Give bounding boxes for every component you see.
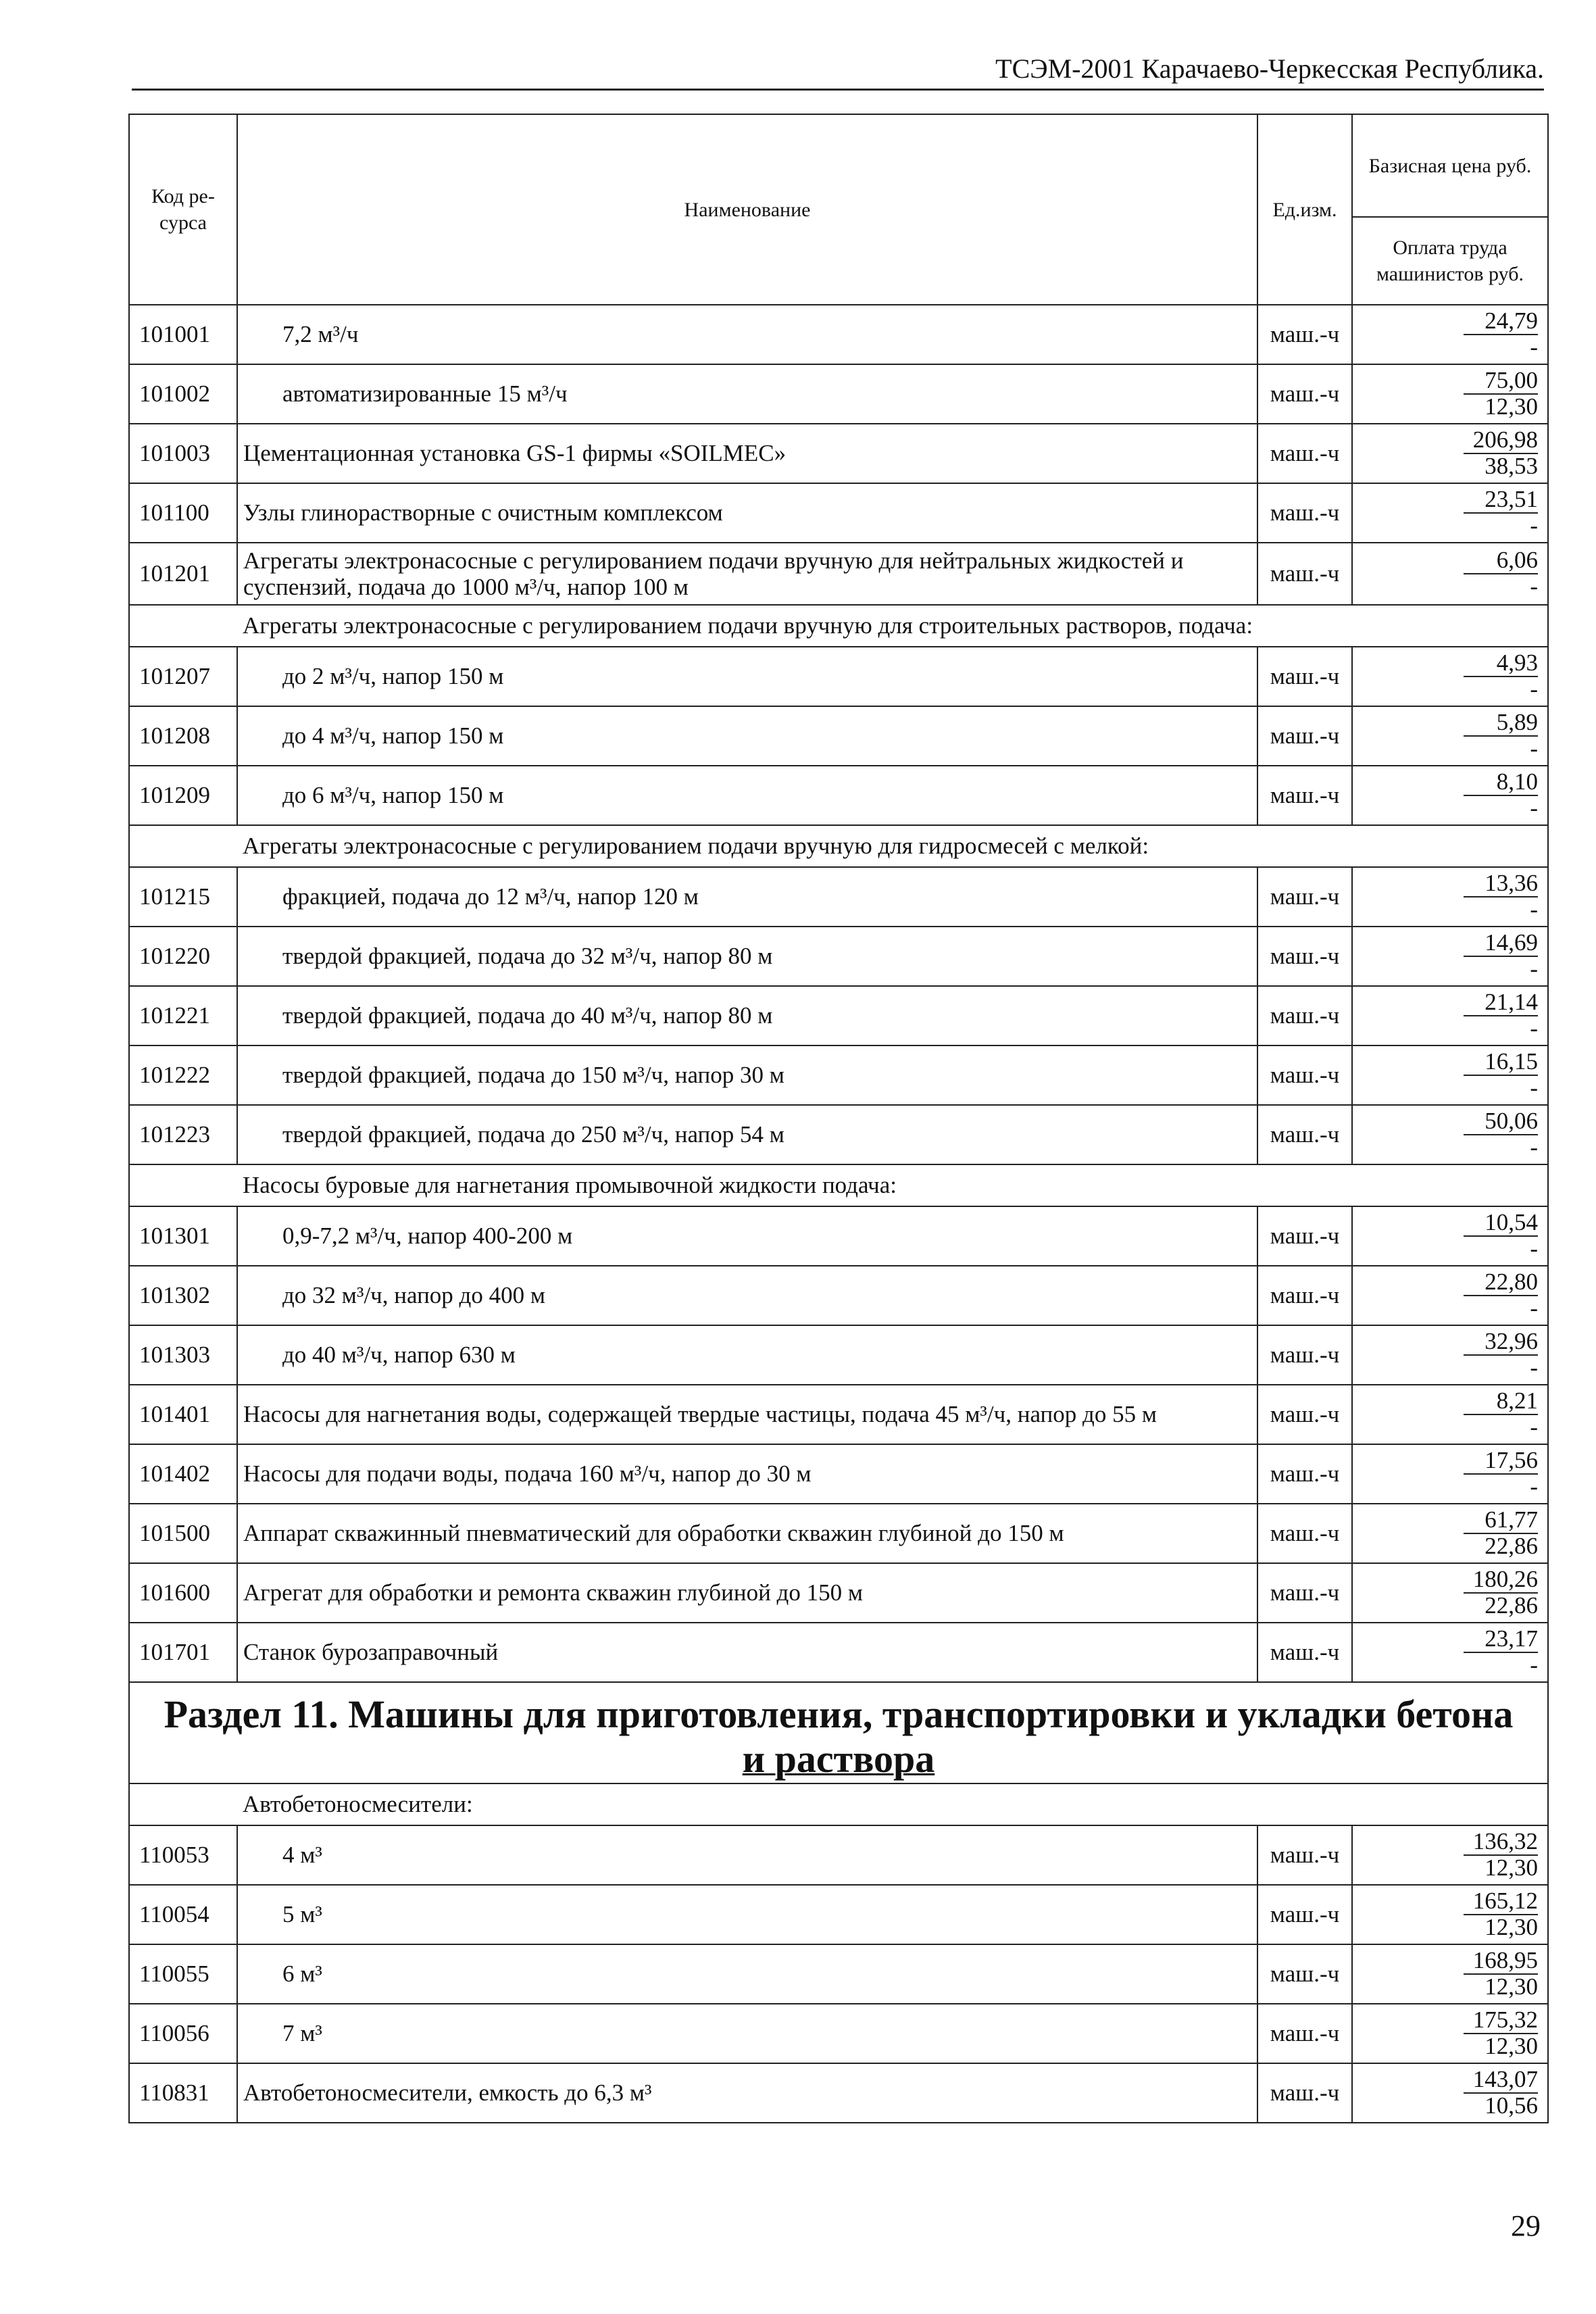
resource-code: 101301 bbox=[129, 1206, 237, 1266]
operator-wage: 12,30 bbox=[1485, 1854, 1538, 1881]
base-price: 23,51 bbox=[1464, 487, 1538, 514]
unit: маш.-ч bbox=[1257, 1623, 1352, 1682]
resource-code: 101701 bbox=[129, 1623, 237, 1682]
price-cell bbox=[1352, 986, 1548, 1045]
group-row bbox=[129, 1164, 1548, 1206]
price-cell bbox=[1352, 1325, 1548, 1385]
operator-wage: - bbox=[1530, 1295, 1538, 1321]
resource-name: до 6 м³/ч, напор 150 м bbox=[237, 766, 1257, 825]
operator-wage: 12,30 bbox=[1485, 1914, 1538, 1940]
resource-code: 101100 bbox=[129, 483, 237, 543]
base-price: 5,89 bbox=[1464, 710, 1538, 737]
table-row bbox=[129, 1266, 1548, 1325]
unit: маш.-ч bbox=[1257, 766, 1352, 825]
table-row bbox=[129, 305, 1548, 364]
unit: маш.-ч bbox=[1257, 1206, 1352, 1266]
operator-wage: 22,86 bbox=[1485, 1533, 1538, 1559]
resource-name: твердой фракцией, подача до 150 м³/ч, напор 30 м bbox=[237, 1045, 1257, 1105]
resource-code: 101402 bbox=[129, 1444, 237, 1504]
resource-code: 101221 bbox=[129, 986, 237, 1045]
base-price: 180,26 bbox=[1464, 1567, 1538, 1594]
base-price: 32,96 bbox=[1464, 1329, 1538, 1356]
unit: маш.-ч bbox=[1257, 424, 1352, 483]
resource-name: 0,9-7,2 м³/ч, напор 400-200 м bbox=[237, 1206, 1257, 1266]
resource-code: 101500 bbox=[129, 1504, 237, 1563]
base-price: 24,79 bbox=[1464, 309, 1538, 335]
resource-code: 101002 bbox=[129, 364, 237, 424]
table-row bbox=[129, 1325, 1548, 1385]
price-cell bbox=[1352, 1266, 1548, 1325]
table-row bbox=[129, 1206, 1548, 1266]
resource-code: 101208 bbox=[129, 706, 237, 766]
resource-name: твердой фракцией, подача до 250 м³/ч, напор 54 м bbox=[237, 1105, 1257, 1164]
resource-code: 101223 bbox=[129, 1105, 237, 1164]
table-row bbox=[129, 867, 1548, 927]
base-price: 8,21 bbox=[1464, 1389, 1538, 1415]
price-cell bbox=[1352, 1825, 1548, 1885]
resource-name: Аппарат скважинный пневматический для обработки скважин глубиной до 150 м bbox=[237, 1504, 1257, 1563]
base-price: 14,69 bbox=[1464, 931, 1538, 957]
resource-code: 101401 bbox=[129, 1385, 237, 1444]
resource-name: твердой фракцией, подача до 40 м³/ч, напор 80 м bbox=[237, 986, 1257, 1045]
base-price: 23,17 bbox=[1464, 1627, 1538, 1653]
base-price: 22,80 bbox=[1464, 1270, 1538, 1296]
base-price: 17,56 bbox=[1464, 1448, 1538, 1475]
table-row bbox=[129, 706, 1548, 766]
resource-code: 110055 bbox=[129, 1944, 237, 2004]
resource-name: до 2 м³/ч, напор 150 м bbox=[237, 647, 1257, 706]
price-cell bbox=[1352, 1385, 1548, 1444]
price-cell bbox=[1352, 867, 1548, 927]
base-price: 206,98 bbox=[1464, 428, 1538, 454]
price-cell bbox=[1352, 1623, 1548, 1682]
resource-name: твердой фракцией, подача до 32 м³/ч, напор 80 м bbox=[237, 927, 1257, 986]
section-title-line1: Раздел 11. Машины для приготовления, транспортировки и укладки бетона bbox=[164, 1692, 1514, 1736]
group-row bbox=[129, 1783, 1548, 1825]
resource-name: 5 м³ bbox=[237, 1885, 1257, 1944]
base-price: 61,77 bbox=[1464, 1508, 1538, 1534]
group-label: Агрегаты электронасосные с регулированием подачи вручную для гидросмесей с мелкой: bbox=[237, 825, 1548, 867]
base-price: 50,06 bbox=[1464, 1109, 1538, 1135]
base-price: 10,54 bbox=[1464, 1210, 1538, 1237]
price-cell bbox=[1352, 483, 1548, 543]
price-cell bbox=[1352, 1444, 1548, 1504]
base-price: 8,10 bbox=[1464, 770, 1538, 796]
operator-wage: - bbox=[1530, 1414, 1538, 1440]
operator-wage: - bbox=[1530, 334, 1538, 360]
table-row bbox=[129, 1825, 1548, 1885]
unit: маш.-ч bbox=[1257, 1266, 1352, 1325]
group-row bbox=[129, 825, 1548, 867]
resource-name: до 32 м³/ч, напор до 400 м bbox=[237, 1266, 1257, 1325]
price-cell bbox=[1352, 1206, 1548, 1266]
unit: маш.-ч bbox=[1257, 927, 1352, 986]
col-code-header: Код ре-сурса bbox=[129, 114, 237, 305]
resource-code: 101600 bbox=[129, 1563, 237, 1623]
base-price: 21,14 bbox=[1464, 990, 1538, 1016]
operator-wage: - bbox=[1530, 1134, 1538, 1160]
resource-name: 7,2 м³/ч bbox=[237, 305, 1257, 364]
resource-code: 101215 bbox=[129, 867, 237, 927]
table-row bbox=[129, 1623, 1548, 1682]
price-cell bbox=[1352, 1105, 1548, 1164]
page-header: ТСЭМ-2001 Карачаево-Черкесская Республика. bbox=[132, 53, 1544, 91]
unit: маш.-ч bbox=[1257, 1504, 1352, 1563]
group-label: Насосы буровые для нагнетания промывочной жидкости подача: bbox=[237, 1164, 1548, 1206]
resource-code: 101201 bbox=[129, 543, 237, 605]
unit: маш.-ч bbox=[1257, 483, 1352, 543]
table-body-section-11 bbox=[129, 1783, 1548, 2123]
group-row bbox=[129, 605, 1548, 647]
table-row bbox=[129, 1045, 1548, 1105]
operator-wage: - bbox=[1530, 1235, 1538, 1262]
operator-wage: 10,56 bbox=[1485, 2092, 1538, 2119]
resource-name: до 4 м³/ч, напор 150 м bbox=[237, 706, 1257, 766]
unit: маш.-ч bbox=[1257, 647, 1352, 706]
resource-code: 101222 bbox=[129, 1045, 237, 1105]
base-price: 13,36 bbox=[1464, 871, 1538, 897]
resource-name: 4 м³ bbox=[237, 1825, 1257, 1885]
operator-wage: 12,30 bbox=[1485, 393, 1538, 420]
col-unit-header: Ед.изм. bbox=[1257, 114, 1352, 305]
price-cell bbox=[1352, 647, 1548, 706]
price-cell bbox=[1352, 543, 1548, 605]
resource-code: 110056 bbox=[129, 2004, 237, 2063]
price-cell bbox=[1352, 2063, 1548, 2123]
operator-wage: - bbox=[1530, 956, 1538, 982]
resource-code: 101001 bbox=[129, 305, 237, 364]
resource-name: 7 м³ bbox=[237, 2004, 1257, 2063]
unit: маш.-ч bbox=[1257, 1825, 1352, 1885]
operator-wage: - bbox=[1530, 676, 1538, 702]
col-price-header: Базисная цена руб. bbox=[1352, 114, 1548, 217]
operator-wage: - bbox=[1530, 735, 1538, 762]
table-row bbox=[129, 2004, 1548, 2063]
resource-name: Насосы для нагнетания воды, содержащей твердые частицы, подача 45 м³/ч, напор до 55 м bbox=[237, 1385, 1257, 1444]
resource-name: до 40 м³/ч, напор 630 м bbox=[237, 1325, 1257, 1385]
resource-name: Станок бурозаправочный bbox=[237, 1623, 1257, 1682]
resource-code: 101003 bbox=[129, 424, 237, 483]
table-row bbox=[129, 1504, 1548, 1563]
unit: маш.-ч bbox=[1257, 1325, 1352, 1385]
price-cell bbox=[1352, 424, 1548, 483]
unit: маш.-ч bbox=[1257, 1045, 1352, 1105]
base-price: 168,95 bbox=[1464, 1948, 1538, 1975]
unit: маш.-ч bbox=[1257, 706, 1352, 766]
operator-wage: - bbox=[1530, 1354, 1538, 1381]
table-row bbox=[129, 927, 1548, 986]
table-row bbox=[129, 766, 1548, 825]
table-row bbox=[129, 2063, 1548, 2123]
col-labor-header: Оплата труда машинистов руб. bbox=[1352, 217, 1548, 305]
unit: маш.-ч bbox=[1257, 1885, 1352, 1944]
table-row bbox=[129, 1444, 1548, 1504]
operator-wage: - bbox=[1530, 1075, 1538, 1101]
resource-name: Агрегаты электронасосные с регулированием подачи вручную для нейтральных жидкостей и суспензий, подача до 1000 м³/ч, напор 100 м bbox=[237, 543, 1257, 605]
operator-wage: 12,30 bbox=[1485, 1973, 1538, 2000]
operator-wage: - bbox=[1530, 896, 1538, 922]
operator-wage: - bbox=[1530, 1652, 1538, 1678]
table-row bbox=[129, 1105, 1548, 1164]
table-row bbox=[129, 364, 1548, 424]
table-row bbox=[129, 1563, 1548, 1623]
table-row bbox=[129, 1385, 1548, 1444]
col-name-header: Наименование bbox=[237, 114, 1257, 305]
operator-wage: - bbox=[1530, 1015, 1538, 1041]
resource-code: 101207 bbox=[129, 647, 237, 706]
section-title bbox=[129, 1682, 1548, 1783]
resource-name: 6 м³ bbox=[237, 1944, 1257, 2004]
resource-name: Насосы для подачи воды, подача 160 м³/ч, напор до 30 м bbox=[237, 1444, 1257, 1504]
price-cell bbox=[1352, 1045, 1548, 1105]
resource-name: Узлы глинорастворные с очистным комплексом bbox=[237, 483, 1257, 543]
group-label: Агрегаты электронасосные с регулированием подачи вручную для строительных растворов, подача: bbox=[237, 605, 1548, 647]
section-title-line2: и раствора bbox=[742, 1737, 935, 1781]
group-label: Автобетоносмесители: bbox=[237, 1783, 1548, 1825]
unit: маш.-ч bbox=[1257, 305, 1352, 364]
operator-wage: - bbox=[1530, 573, 1538, 599]
base-price: 6,06 bbox=[1464, 548, 1538, 574]
price-cell bbox=[1352, 927, 1548, 986]
operator-wage: - bbox=[1530, 512, 1538, 539]
operator-wage: - bbox=[1530, 795, 1538, 821]
price-cell bbox=[1352, 1944, 1548, 2004]
unit: маш.-ч bbox=[1257, 1385, 1352, 1444]
resource-name: автоматизированные 15 м³/ч bbox=[237, 364, 1257, 424]
unit: маш.-ч bbox=[1257, 364, 1352, 424]
table-row bbox=[129, 483, 1548, 543]
resource-code: 110053 bbox=[129, 1825, 237, 1885]
operator-wage: - bbox=[1530, 1473, 1538, 1500]
base-price: 75,00 bbox=[1464, 368, 1538, 395]
page-number: 29 bbox=[1511, 2209, 1541, 2242]
table-row bbox=[129, 1944, 1548, 2004]
unit: маш.-ч bbox=[1257, 1105, 1352, 1164]
base-price: 16,15 bbox=[1464, 1050, 1538, 1076]
resource-name: Автобетоносмесители, емкость до 6,3 м³ bbox=[237, 2063, 1257, 2123]
price-cell bbox=[1352, 1563, 1548, 1623]
base-price: 136,32 bbox=[1464, 1829, 1538, 1856]
resource-code: 101302 bbox=[129, 1266, 237, 1325]
unit: маш.-ч bbox=[1257, 986, 1352, 1045]
unit: маш.-ч bbox=[1257, 1444, 1352, 1504]
resource-code: 101303 bbox=[129, 1325, 237, 1385]
resource-code: 101209 bbox=[129, 766, 237, 825]
operator-wage: 12,30 bbox=[1485, 2033, 1538, 2059]
unit: маш.-ч bbox=[1257, 1944, 1352, 2004]
base-price: 165,12 bbox=[1464, 1889, 1538, 1915]
table-row bbox=[129, 986, 1548, 1045]
price-cell bbox=[1352, 766, 1548, 825]
unit: маш.-ч bbox=[1257, 2004, 1352, 2063]
unit: маш.-ч bbox=[1257, 867, 1352, 927]
resource-name: Агрегат для обработки и ремонта скважин глубиной до 150 м bbox=[237, 1563, 1257, 1623]
base-price: 4,93 bbox=[1464, 651, 1538, 677]
base-price: 175,32 bbox=[1464, 2008, 1538, 2034]
resource-name: фракцией, подача до 12 м³/ч, напор 120 м bbox=[237, 867, 1257, 927]
table-row bbox=[129, 647, 1548, 706]
operator-wage: 22,86 bbox=[1485, 1592, 1538, 1619]
unit: маш.-ч bbox=[1257, 2063, 1352, 2123]
resource-code: 101220 bbox=[129, 927, 237, 986]
unit: маш.-ч bbox=[1257, 543, 1352, 605]
operator-wage: 38,53 bbox=[1485, 453, 1538, 479]
table-body-section-10 bbox=[129, 305, 1548, 1682]
table-row bbox=[129, 1885, 1548, 1944]
price-cell bbox=[1352, 1885, 1548, 1944]
price-cell bbox=[1352, 1504, 1548, 1563]
price-cell bbox=[1352, 305, 1548, 364]
resource-code: 110831 bbox=[129, 2063, 237, 2123]
price-cell bbox=[1352, 706, 1548, 766]
price-cell bbox=[1352, 364, 1548, 424]
resource-table bbox=[128, 114, 1549, 2123]
price-cell bbox=[1352, 2004, 1548, 2063]
resource-code: 110054 bbox=[129, 1885, 237, 1944]
table-row bbox=[129, 543, 1548, 605]
unit: маш.-ч bbox=[1257, 1563, 1352, 1623]
resource-name: Цементационная установка GS-1 фирмы «SOILMEC» bbox=[237, 424, 1257, 483]
base-price: 143,07 bbox=[1464, 2067, 1538, 2094]
table-row bbox=[129, 424, 1548, 483]
